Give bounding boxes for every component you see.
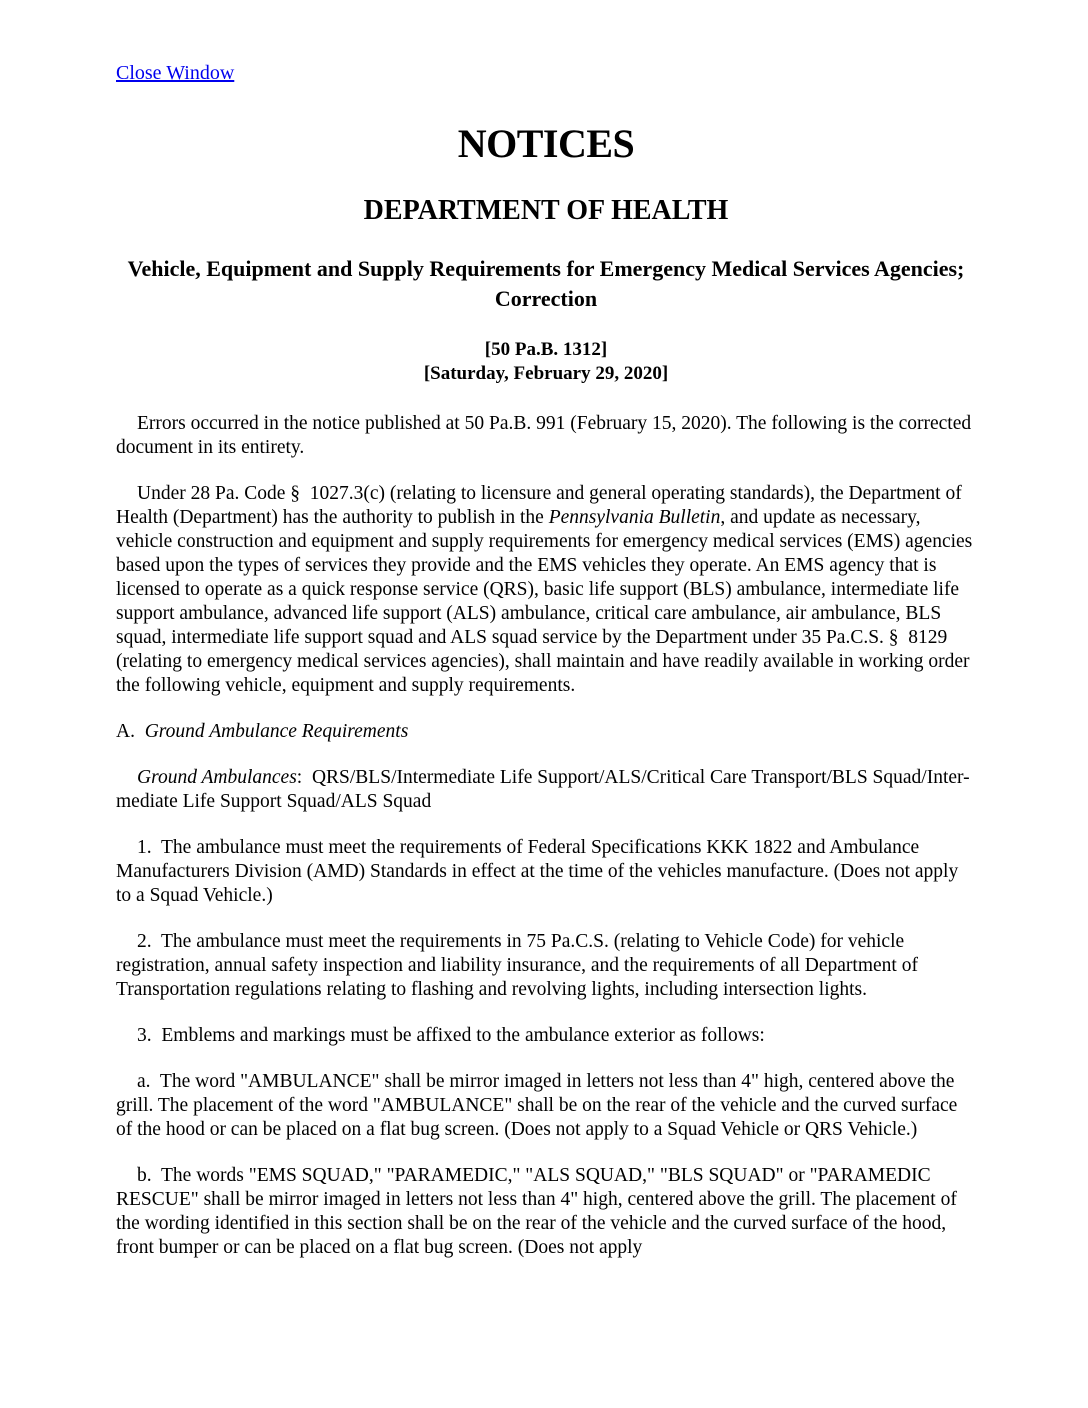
ground-ambulances-label: Ground Ambulances xyxy=(137,767,297,788)
bulletin-name: Pennsylvania Bulletin xyxy=(548,507,721,528)
requirement-item-1: 1. The ambulance must meet the requirements of Federal Specifications KKK 1822 and Ambulance Manufacturers Division (AMD) Standards in effect at the time of the vehicles manufacture. (Does not apply to a Squad Vehicle.) xyxy=(116,837,959,906)
publication-date: [Saturday, February 29, 2020] xyxy=(423,363,669,384)
notice-title: Vehicle, Equipment and Supply Requirements for Emergency Medical Services Agencies; Correction xyxy=(127,256,965,311)
authority-text-start: Under 28 Pa. Code § 1027.3(c) (relating to licensure and general operating standards), the Department of Health (Department) has the authority to publish in the xyxy=(116,483,962,528)
document-page xyxy=(116,60,976,1260)
ground-ambulances-text: : QRS/BLS/Intermediate Life Support/ALS/Critical Care Transport/BLS Squad/Inter- mediate Life Support Squad/ALS Squad xyxy=(116,767,970,812)
section-heading: NOTICES xyxy=(457,121,635,166)
section-a-title: Ground Ambulance Requirements xyxy=(144,721,409,742)
authority-paragraph xyxy=(116,482,976,698)
requirement-item-3: 3. Emblems and markings must be affixed to the ambulance exterior as follows: xyxy=(137,1025,765,1046)
authority-text-end: , and update as necessary, vehicle construction and equipment and supply requirements for emergency medical services (EMS) agencies based upon the types of services they provide and the EMS vehicles they operate. An EMS agency that is licensed to operate as a quick response service (QRS), basic life support (BLS) ambulance, intermediate life support ambulance, advanced life support (ALS) ambulance, critical care ambulance, air ambulance, BLS squad, intermediate life support squad and ALS squad service by the Department under 35 Pa.C.S. § 8129 (relating to emergency medical services agencies), shall maintain and have readily available in working order the following vehicle, equipment and supply requirements. xyxy=(116,507,973,696)
correction-paragraph: Errors occurred in the notice published at 50 Pa.B. 991 (February 15, 2020). The following is the corrected document in its entirety. xyxy=(116,413,972,458)
section-a-heading xyxy=(116,720,976,744)
requirement-item-2: 2. The ambulance must meet the requirements in 75 Pa.C.S. (relating to Vehicle Code) for vehicle registration, annual safety inspection and liability insurance, and the requirements of all Department of Transportation regulations relating to flashing and revolving lights, including intersection lights. xyxy=(116,931,918,1000)
citation: [50 Pa.B. 1312] xyxy=(484,339,608,360)
requirement-item-3b: b. The words "EMS SQUAD," "PARAMEDIC," "ALS SQUAD," "BLS SQUAD" or "PARAMEDIC RESCUE" shall be mirror imaged in letters not less than 4" high, centered above the grill. The placement of the wording identified in this section shall be on the rear of the vehicle and the curved surface of the hood, front bumper or can be placed on a flat bug screen. (Does not apply xyxy=(116,1165,957,1258)
ground-ambulances-paragraph xyxy=(116,766,976,814)
requirement-item-3a: a. The word "AMBULANCE" shall be mirror imaged in letters not less than 4" high, centered above the grill. The placement of the word "AMBULANCE" shall be on the rear of the vehicle and the curved surface of the hood or can be placed on a flat bug screen. (Does not apply to a Squad Vehicle or QRS Vehicle.) xyxy=(116,1071,958,1140)
close-window-link[interactable]: Close Window xyxy=(116,62,235,84)
citation-block xyxy=(116,338,976,386)
section-a-label: A. xyxy=(116,721,145,742)
department-heading: DEPARTMENT OF HEALTH xyxy=(363,195,729,226)
